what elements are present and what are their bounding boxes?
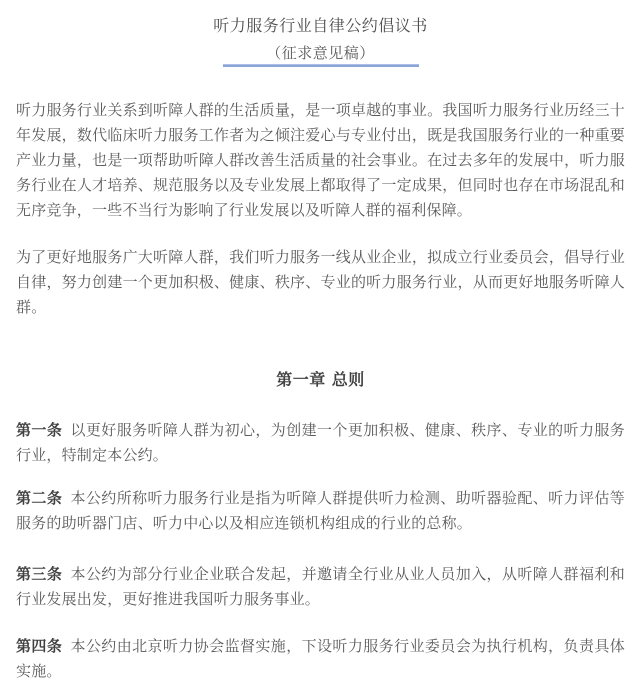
article-paragraph-2	[16, 486, 625, 536]
article-paragraph-1	[16, 418, 625, 468]
document-title: 听力服务行业自律公约倡议书	[213, 16, 428, 35]
article-1-label: 第一条	[16, 421, 63, 439]
article-2-text: 本公约所称听力服务行业是指为听障人群提供听力检测、助听器验配、听力评估等服务的助听器门店、听力中心以及相应连锁机构组成的行业的总称。	[16, 489, 625, 532]
article-3-label: 第三条	[16, 565, 63, 583]
document-page	[0, 15, 640, 693]
intro-paragraph-2: 为了更好地服务广大听障人群，我们听力服务一线从业企业，拟成立行业委员会，倡导行业自律，努力创建一个更加积极、健康、秩序、专业的听力服务行业，从而更好地服务听障人群。	[16, 248, 625, 316]
chapter-heading: 第一章 总则	[276, 370, 365, 389]
article-1-text: 以更好服务听障人群为初心，为创建一个更加积极、健康、秩序、专业的听力服务行业，特制定本公约。	[16, 421, 625, 464]
article-paragraph-4	[16, 634, 625, 684]
article-2-label: 第二条	[16, 489, 63, 507]
intro-paragraph-1: 听力服务行业关系到听障人群的生活质量，是一项卓越的事业。我国听力服务行业历经三十年发展，数代临床听力服务工作者为之倾注爱心与专业付出，既是我国服务行业的一种重要产业力量，也是一项帮助听障人群改善生活质量的社会事业。在过去多年的发展中，听力服务行业在人才培养、规范服务以及专业发展上都取得了一定成果，但同时也存在市场混乱和无序竞争，一些不当行为影响了行业发展以及听障人群的福利保障。	[16, 101, 625, 219]
article-paragraph-3	[16, 562, 625, 612]
document-subtitle: （征求意见稿）	[266, 44, 375, 62]
article-3-text: 本公约为部分行业企业联合发起，并邀请全行业从业人员加入，从听障人群福利和行业发展出发，更好推进我国听力服务事业。	[16, 565, 625, 608]
article-4-text: 本公约由北京听力协会监督实施，下设听力服务行业委员会为执行机构，负责具体实施。	[16, 637, 625, 680]
title-divider	[223, 64, 419, 67]
article-4-label: 第四条	[16, 637, 63, 655]
